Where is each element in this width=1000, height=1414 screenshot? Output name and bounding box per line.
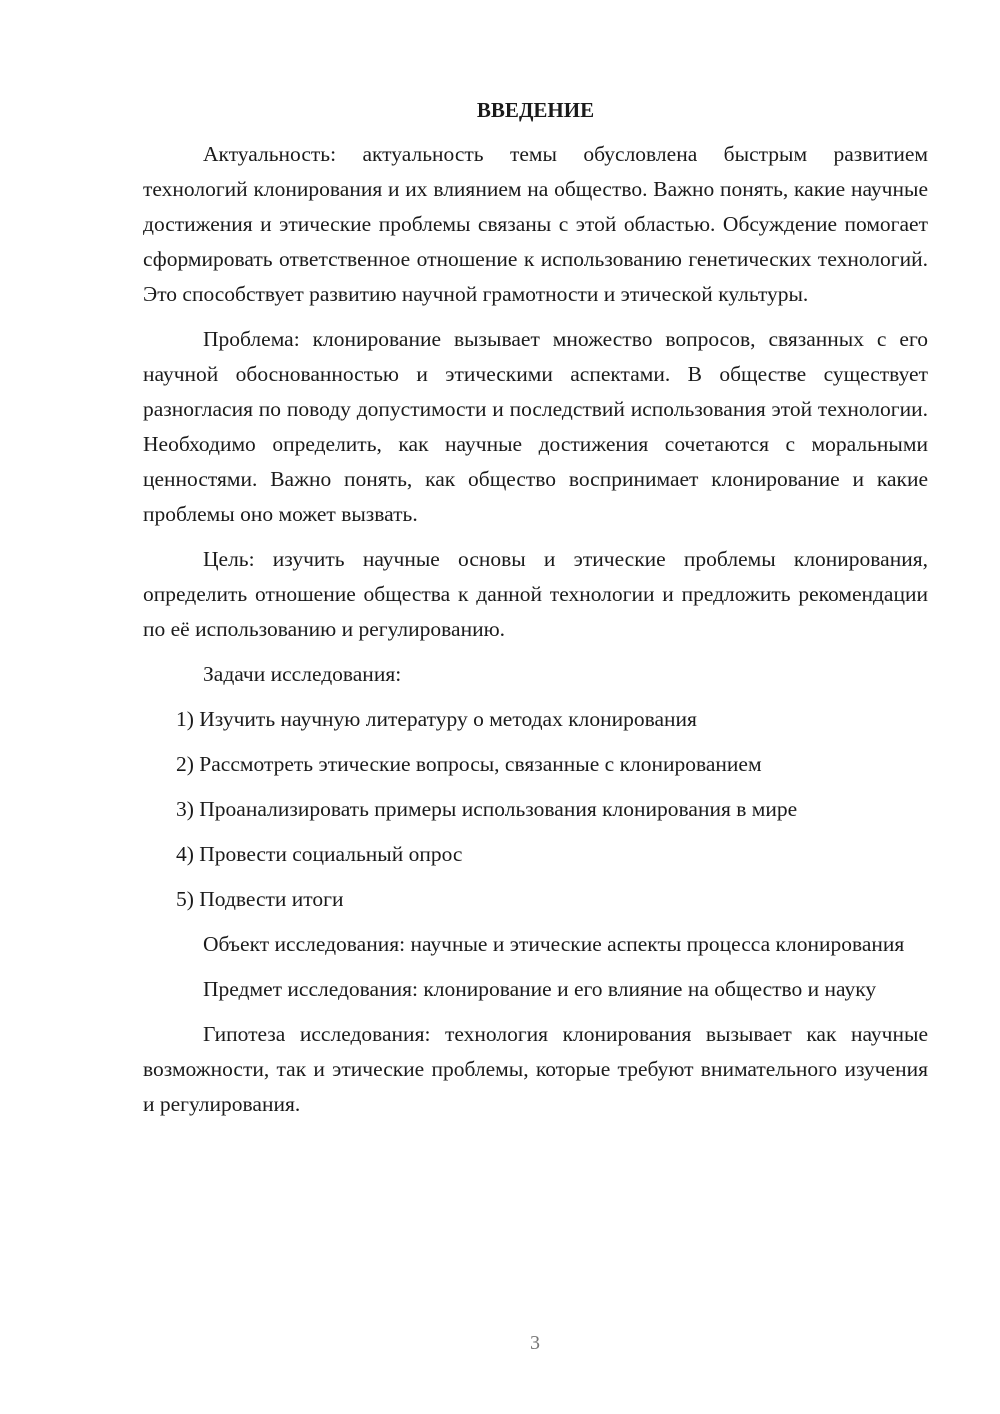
- tasks-list: [143, 702, 928, 917]
- list-item: 5) Подвести итоги: [176, 887, 344, 911]
- problem-paragraph: Проблема: клонирование вызывает множество вопросов, связанных с его научной обоснованностью и этическими аспектами. В обществе существует разногласия по поводу допустимости и последствий использования этой технологии. Необходимо определить, как научные достижения сочетаются с моральными ценностями. Важно понять, как общество воспринимает клонирование и какие проблемы оно может вызвать.: [143, 327, 928, 526]
- subject-paragraph: Предмет исследования: клонирование и его влияние на общество и науку: [203, 977, 877, 1001]
- list-item: 3) Проанализировать примеры использования клонирования в мире: [176, 797, 798, 821]
- relevance-paragraph: Актуальность: актуальность темы обусловлена быстрым развитием технологий клонирования и их влиянием на общество. Важно понять, какие научные достижения и этические проблемы связаны с этой областью. Обсуждение помогает сформировать ответственное отношение к использованию генетических технологий. Это способствует развитию научной грамотности и этической культуры.: [143, 142, 928, 306]
- list-item: 2) Рассмотреть этические вопросы, связанные с клонированием: [176, 752, 762, 776]
- object-paragraph: Объект исследования: научные и этические аспекты процесса клонирования: [203, 932, 905, 956]
- document-page: [143, 95, 928, 1132]
- page-number: 3: [530, 1332, 540, 1354]
- list-item: 4) Провести социальный опрос: [176, 842, 463, 866]
- tasks-heading: Задачи исследования:: [203, 662, 402, 686]
- page-title: ВВЕДЕНИЕ: [476, 98, 595, 122]
- goal-paragraph: Цель: изучить научные основы и этические проблемы клонирования, определить отношение общества к данной технологии и предложить рекомендации по её использованию и регулированию.: [143, 547, 928, 641]
- list-item: 1) Изучить научную литературу о методах клонирования: [176, 707, 697, 731]
- hypothesis-paragraph: Гипотеза исследования: технология клонирования вызывает как научные возможности, так и этические проблемы, которые требуют внимательного изучения и регулирования.: [143, 1022, 928, 1116]
